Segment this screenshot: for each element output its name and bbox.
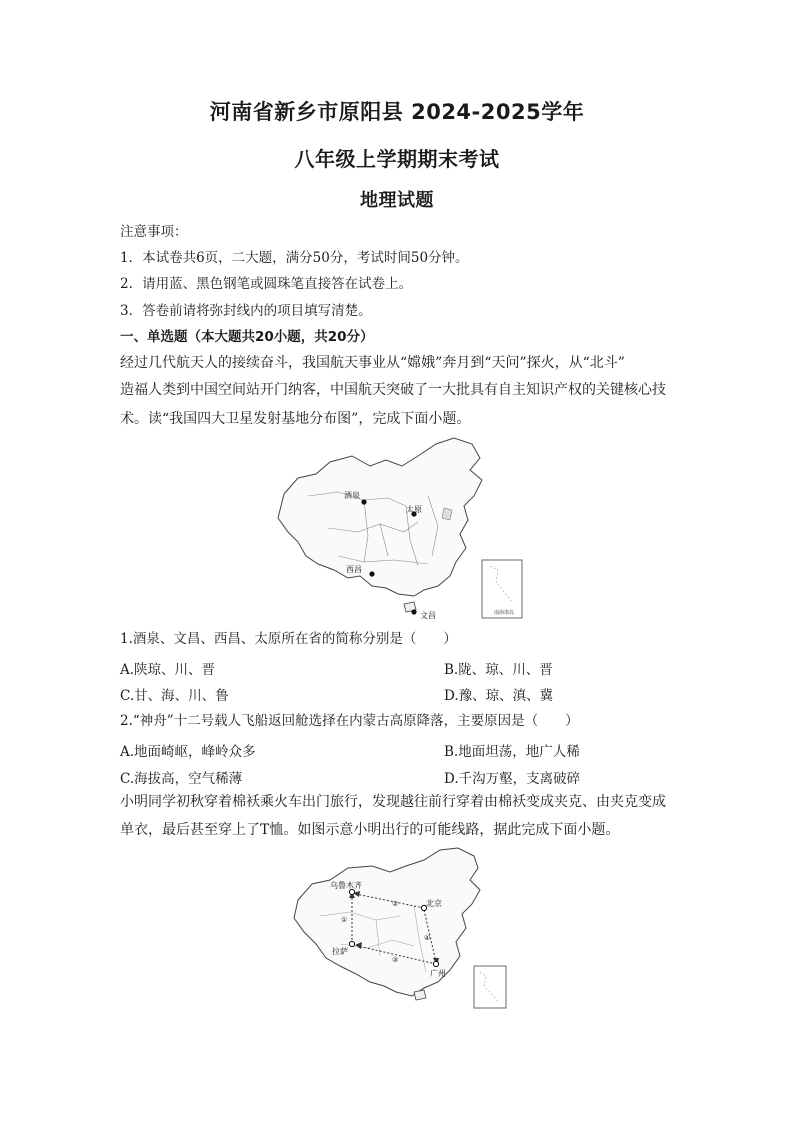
china-outline-map-1 [268, 436, 528, 622]
q1-option-b[interactable]: B.陇、琼、川、晋 [444, 662, 553, 678]
route-mark-3: ③ [392, 956, 399, 964]
map1-label-jiuquan: 酒泉 [344, 491, 360, 500]
map1-label-xichang: 西昌 [346, 565, 362, 574]
intro2-line-1: 小明同学初秋穿着棉袄乘火车出门旅行，发现越往前行穿着由棉袄变成夹克、由夹克变成 [120, 794, 666, 810]
map2-label-lhasa: 拉萨 [332, 947, 348, 956]
map1-label-taiyuan: 太原 [406, 505, 422, 514]
intro2-line-2: 单衣，最后甚至穿上了T恤。如图示意小明出行的可能线路，据此完成下面小题。 [120, 822, 620, 838]
q1-stem: 1.酒泉、文昌、西昌、太原所在省的简称分别是（ ） [120, 631, 457, 647]
q1-option-a[interactable]: A.陕琼、川、晋 [120, 662, 216, 678]
south-china-sea-inset-2 [474, 966, 506, 1008]
notice-item-1: 1．本试卷共6页，二大题，满分50分，考试时间50分钟。 [120, 250, 469, 266]
route-mark-4: ④ [424, 934, 431, 942]
notice-heading: 注意事项： [120, 224, 188, 240]
map2-label-guangzhou: 广州 [430, 969, 446, 978]
exam-title-line2: 八年级上学期期末考试 [294, 147, 500, 171]
wenchang-marker [411, 609, 416, 614]
q2-stem: 2.“神舟”十二号载人飞船返回舱选择在内蒙古高原降落，主要原因是（ ） [120, 713, 579, 729]
notice-item-2: 2．请用蓝、黑色钢笔或圆珠笔直接答在试卷上。 [120, 276, 413, 292]
intro-line-2: 造福人类到中国空间站开门纳客，中国航天突破了一大批具有自主知识产权的关键核心技 [120, 382, 666, 398]
lhasa-marker [349, 941, 354, 946]
travel-route-map [290, 846, 512, 1012]
route-mark-2: ② [392, 900, 399, 908]
exam-title-line1: 河南省新乡市原阳县 2024-2025学年 [209, 100, 585, 124]
q2-option-c[interactable]: C.海拔高，空气稀薄 [120, 771, 243, 787]
guangzhou-marker [433, 961, 438, 966]
map2-label-urumqi: 乌鲁木齐 [330, 881, 362, 890]
q1-option-c[interactable]: C.甘、海、川、鲁 [120, 688, 229, 704]
china-outline-map-2 [290, 846, 512, 1012]
launch-base-map [268, 436, 528, 622]
xichang-marker [369, 571, 374, 576]
route-mark-1: ① [341, 916, 348, 924]
intro-line-3: 术。读“我国四大卫星发射基地分布图”，完成下面小题。 [120, 411, 471, 427]
q2-option-b[interactable]: B.地面坦荡，地广人稀 [444, 744, 580, 760]
q2-option-a[interactable]: A.地面崎岖，峰岭众多 [120, 744, 256, 760]
urumqi-marker [349, 889, 354, 894]
intro-line-1: 经过几代航天人的接续奋斗，我国航天事业从“嫦娥”奔月到“天问”探火，从“北斗” [120, 355, 625, 371]
section-heading: 一、单选题（本大题共20小题，共20分） [120, 329, 374, 345]
notice-item-3: 3．答卷前请将弥封线内的项目填写清楚。 [120, 303, 372, 319]
map1-label-wenchang: 文昌 [420, 611, 436, 620]
q1-option-d[interactable]: D.豫、琼、滇、冀 [444, 688, 554, 704]
map2-label-beijing: 北京 [426, 899, 442, 908]
inset-label: 南海诸岛 [494, 610, 515, 616]
exam-subject-title: 地理试题 [360, 190, 434, 211]
q2-option-d[interactable]: D.千沟万壑，支离破碎 [444, 771, 581, 787]
jiuquan-marker [361, 499, 366, 504]
